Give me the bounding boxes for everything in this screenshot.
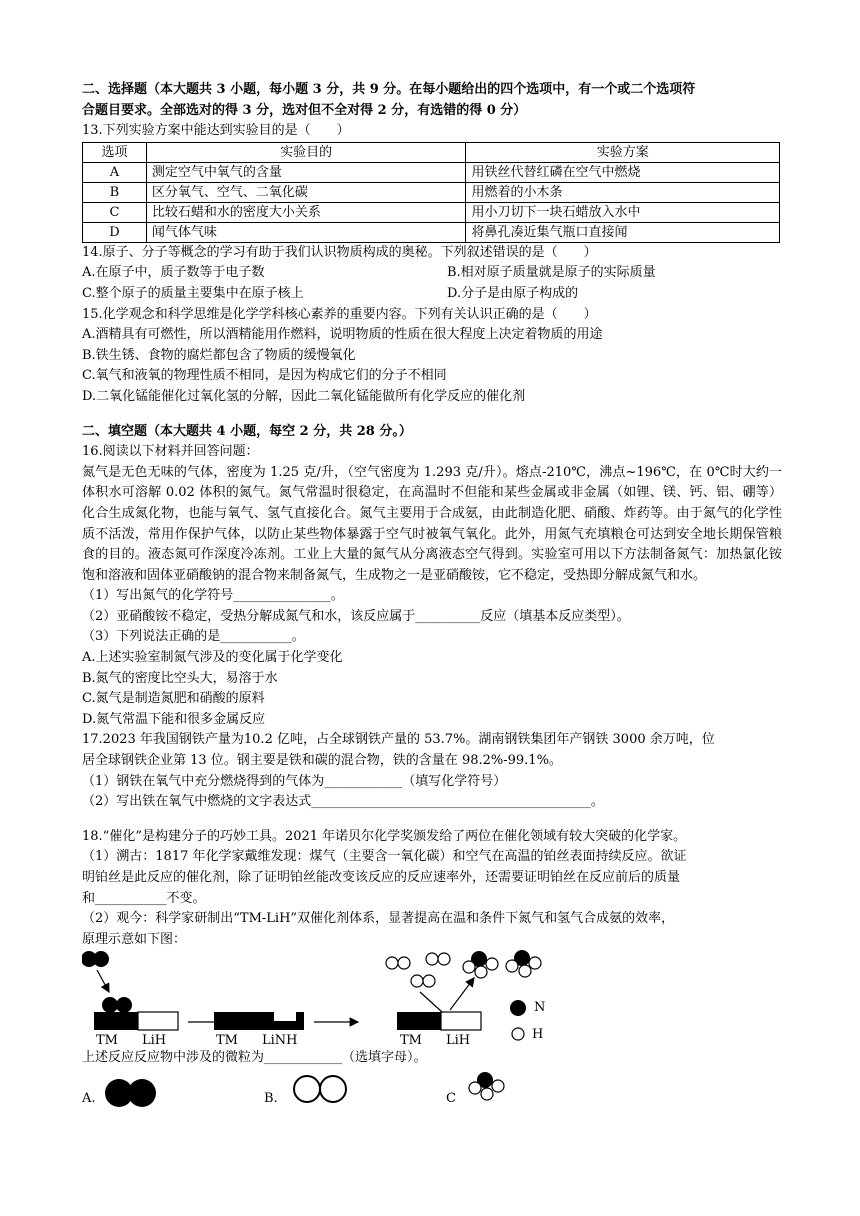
table-cell: 用小刀切下一块石蜡放入水中 xyxy=(466,202,780,222)
q15-stem: 15.化学观念和科学思维是化学学科核心素养的重要内容。下列有关认识正确的是（ ） xyxy=(82,306,597,322)
n2-molecule-icon xyxy=(82,951,109,967)
catalysis-diagram-svg xyxy=(82,950,782,1048)
section-choice-header-line2: 合题目要求。全部选对的得 3 分，选对但不全对得 2 分，有选错的得 0 分） xyxy=(82,102,527,118)
q16-stem: 16.阅读以下材料并回答问题： xyxy=(82,444,259,460)
table-cell: A xyxy=(83,162,147,182)
tm-label: TM xyxy=(216,1033,238,1049)
q16-passage: 氮气是无色无味的气体，密度为 1.25 克/升，（空气密度为 1.293 克/升）。熔点-210℃，沸点~196℃，在 0℃时大约一体积水可溶解 0.02 体积的氮气。氮气常温时很稳定，在高温时不但能和某些金属或非金属（如锂、镁、钙、铝、硼等）化合生成氮化物，也能与氧气、氢气直接化合。氮气主要用于合成氨，由此制造化肥、硝酸、炸药等。由于氮气的化学性质不活泼，常用作保护气体，以防止某些物体暴露于空气时被氧气氧化。此外，用氮气充填粮仓可达到安全地长期保管粮食的目的。液态氮可作深度冷冻剂。工业上大量的氮气从分离液态空气得到。实验室可用以下方法制备氮气：加热氯化铵饱和溶液和固体亚硝酸钠的混合物来制备氮气，生成物之一是亚硝酸铵，它不稳定，受热即分解成氮气和水。 xyxy=(82,464,782,583)
q17-line1: 17.2023 年我国钢铁产量为10.2 亿吨，占全球钢铁产量的 53.7%。湖南钢铁集团年产钢铁 3000 余万吨，位 xyxy=(82,732,715,748)
arrow-icon xyxy=(97,970,109,992)
tm-label: TM xyxy=(96,1033,118,1049)
option-a-molecule-icon xyxy=(104,1075,164,1111)
table-cell: 比较石蜡和水的密度大小关系 xyxy=(146,202,466,222)
lih-block-icon xyxy=(138,1012,178,1030)
n-atom-icon xyxy=(102,997,118,1013)
table-cell: B xyxy=(83,182,147,202)
table-cell: C xyxy=(83,202,147,222)
table-row xyxy=(83,182,780,202)
table-header: 实验方案 xyxy=(466,142,780,162)
q18-line2: （1）溯古：1817 年化学家戴维发现：煤气（主要含一氧化碳）和空气在高温的铂丝表面持续反应。欲证 xyxy=(82,849,687,865)
table-header: 实验目的 xyxy=(146,142,466,162)
q14-options-row2 xyxy=(82,284,782,305)
lih-label: LiH xyxy=(446,1033,471,1049)
q13-table xyxy=(82,142,780,243)
q14-option-d: D.分子是由原子构成的 xyxy=(447,285,579,301)
h2-molecule-icon xyxy=(411,975,435,987)
option-a-label: A. xyxy=(82,1090,96,1106)
option-b-label: B. xyxy=(264,1090,278,1106)
table-header: 选项 xyxy=(83,142,147,162)
lih-block-icon xyxy=(441,1012,481,1030)
table-cell: 闻气体气味 xyxy=(146,222,466,242)
table-cell: D xyxy=(83,222,147,242)
table-cell: 用铁丝代替红磷在空气中燃烧 xyxy=(466,162,780,182)
q18-line1: 18.“催化”是构建分子的巧妙工具。2021 年诺贝尔化学奖颁发给了两位在催化领域有较大突破的化学家。 xyxy=(82,828,687,844)
q14-options-row1 xyxy=(82,263,782,284)
table-cell: 区分氧气、空气、二氧化碳 xyxy=(146,182,466,202)
table-header-row xyxy=(83,142,780,162)
section-fill-header: 二、填空题（本大题共 4 小题，每空 2 分，共 28 分。） xyxy=(82,423,412,439)
q15-option-c: C.氧气和液氧的物理性质不相同，是因为构成它们的分子不相同 xyxy=(82,368,447,384)
q16-option-c: C.氮气是制造氮肥和硝酸的原料 xyxy=(82,691,265,707)
q18-choice-stem: 上述反应反应物中涉及的微粒为____________（选填字母）。 xyxy=(82,1050,427,1066)
q17-line2: 居全球钢铁企业第 13 位。钢主要是铁和碳的混合物，铁的含量在 98.2%-99.1%。 xyxy=(82,753,562,769)
q16-part3: （3）下列说法正确的是___________。 xyxy=(82,629,305,645)
n-atom-icon xyxy=(116,997,132,1013)
q15-option-a: A.酒精具有可燃性，所以酒精能用作燃料，说明物质的性质在很大程度上决定着物质的用途 xyxy=(82,327,603,343)
legend-n-label: N xyxy=(534,1000,546,1016)
tm-label: TM xyxy=(400,1033,422,1049)
q14-stem: 14.原子、分子等概念的学习有助于我们认识物质构成的奥秘。下列叙述错误的是（ ） xyxy=(82,244,597,260)
q16-part1: （1）写出氮气的化学符号_______________。 xyxy=(82,588,344,604)
q14-option-b: B.相对原子质量就是原子的实际质量 xyxy=(447,265,656,281)
q17-part1: （1）钢铁在氧气中充分燃烧得到的气体为____________（填写化学符号） xyxy=(82,773,507,789)
q18-line3: 明铂丝是此反应的催化剂，除了证明铂丝能改变该反应的反应速率外，还需要证明铂丝在反应前后的质量 xyxy=(82,870,681,885)
h2-molecule-icon xyxy=(426,953,450,965)
q16-option-a: A.上述实验室制氮气涉及的变化属于化学变化 xyxy=(82,650,343,666)
table-row xyxy=(83,162,780,182)
catalysis-diagram xyxy=(82,950,782,1048)
lih-label: LiH xyxy=(142,1033,167,1049)
q18-line5: （2）观今：科学家研制出“TM-LiH”双催化剂体系，显著提高在温和条件下氮气和氢气合成氨的效率， xyxy=(82,911,675,927)
h2-molecule-icon xyxy=(386,957,410,969)
q15-option-b: B.铁生锈、食物的腐烂都包含了物质的缓慢氧化 xyxy=(82,347,356,363)
legend-n-icon xyxy=(510,1000,526,1016)
nh3-molecule-icon xyxy=(506,950,541,977)
exam-page xyxy=(82,80,782,1119)
legend-h-label: H xyxy=(532,1027,544,1043)
arrow-icon xyxy=(450,978,474,1010)
table-cell: 用燃着的小木条 xyxy=(466,182,780,202)
q13-stem: 13.下列实验方案中能达到实验目的是（ ） xyxy=(82,123,350,139)
q16-option-d: D.氮气常温下能和很多金属反应 xyxy=(82,711,266,727)
table-cell: 测定空气中氧气的含量 xyxy=(146,162,466,182)
option-b-molecule-icon xyxy=(290,1071,360,1107)
q18-line4: 和___________不变。 xyxy=(82,890,206,906)
option-c-molecule-icon xyxy=(466,1069,516,1109)
table-row xyxy=(83,202,780,222)
q14-option-a: A.在原子中，质子数等于电子数 xyxy=(82,265,265,281)
nh3-molecule-icon xyxy=(463,951,498,978)
line-icon xyxy=(420,992,442,1012)
q18-choices xyxy=(82,1069,782,1119)
tm-block-icon xyxy=(397,1012,441,1030)
table-cell: 将鼻孔凑近集气瓶口直接闻 xyxy=(466,222,780,242)
q14-option-c: C.整个原子的质量主要集中在原子核上 xyxy=(82,285,304,301)
section-choice-header-line1: 二、选择题（本大题共 3 小题，每小题 3 分，共 9 分。在每小题给出的四个选项中，有一个或二个选项符 xyxy=(82,82,696,97)
legend-h-icon xyxy=(512,1028,524,1040)
table-row xyxy=(83,222,780,242)
linh-notch-icon xyxy=(274,1012,296,1021)
linh-label: LiNH xyxy=(262,1033,298,1049)
q16-part2: （2）亚硝酸铵不稳定，受热分解成氮气和水，该反应属于__________反应（填基本反应类型）。 xyxy=(82,608,630,624)
q18-line6: 原理示意如下图： xyxy=(82,931,187,947)
tm-block-icon xyxy=(94,1012,138,1030)
q17-part2: （2）写出铁在氧气中燃烧的文字表达式___________________________________________。 xyxy=(82,794,604,810)
option-c-label: C xyxy=(446,1090,456,1106)
q16-option-b: B.氮气的密度比空头大，易溶于水 xyxy=(82,670,278,686)
q15-option-d: D.二氧化锰能催化过氧化氢的分解，因此二氧化锰能做所有化学反应的催化剂 xyxy=(82,388,526,404)
